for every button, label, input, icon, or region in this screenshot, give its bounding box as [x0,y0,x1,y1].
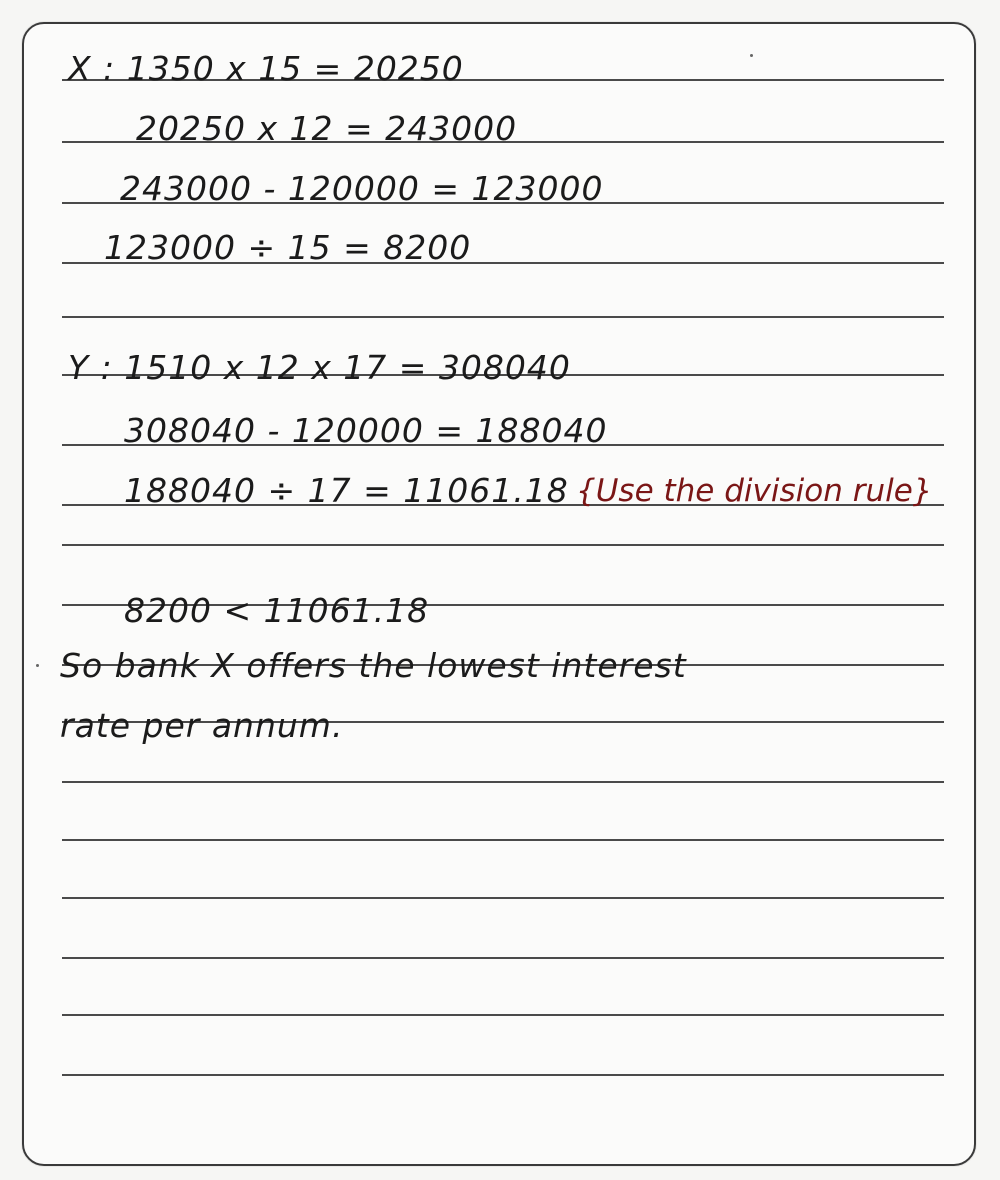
ruled-line [62,839,944,841]
calc-line-y-interest: 308040 - 120000 = 188040 [124,411,608,450]
calc-line-y-per-year: 188040 ÷ 17 = 11061.18 [124,471,569,510]
calc-line-x-interest: 243000 - 120000 = 123000 [120,169,604,208]
paper-speck [36,664,39,667]
paper-speck [750,54,753,57]
calc-line-x-per-year: 123000 ÷ 15 = 8200 [104,228,472,267]
calc-line-x-annual: 20250 x 12 = 243000 [136,109,518,148]
comparison-line: 8200 < 11061.18 [124,591,430,630]
ruled-line [62,957,944,959]
notebook-page [22,22,976,1166]
ruled-line [62,544,944,546]
ruled-line [62,1014,944,1016]
ruled-line [62,897,944,899]
conclusion-line-2: rate per annum. [60,706,344,745]
calc-line-x-total: X : 1350 x 15 = 20250 [68,49,464,88]
ruled-line [62,1074,944,1076]
ruled-line [62,316,944,318]
division-rule-note: {Use the division rule} [576,473,933,509]
calc-line-y-total: Y : 1510 x 12 x 17 = 308040 [68,348,571,387]
conclusion-line-1: So bank X offers the lowest interest [60,646,687,685]
ruled-line [62,781,944,783]
